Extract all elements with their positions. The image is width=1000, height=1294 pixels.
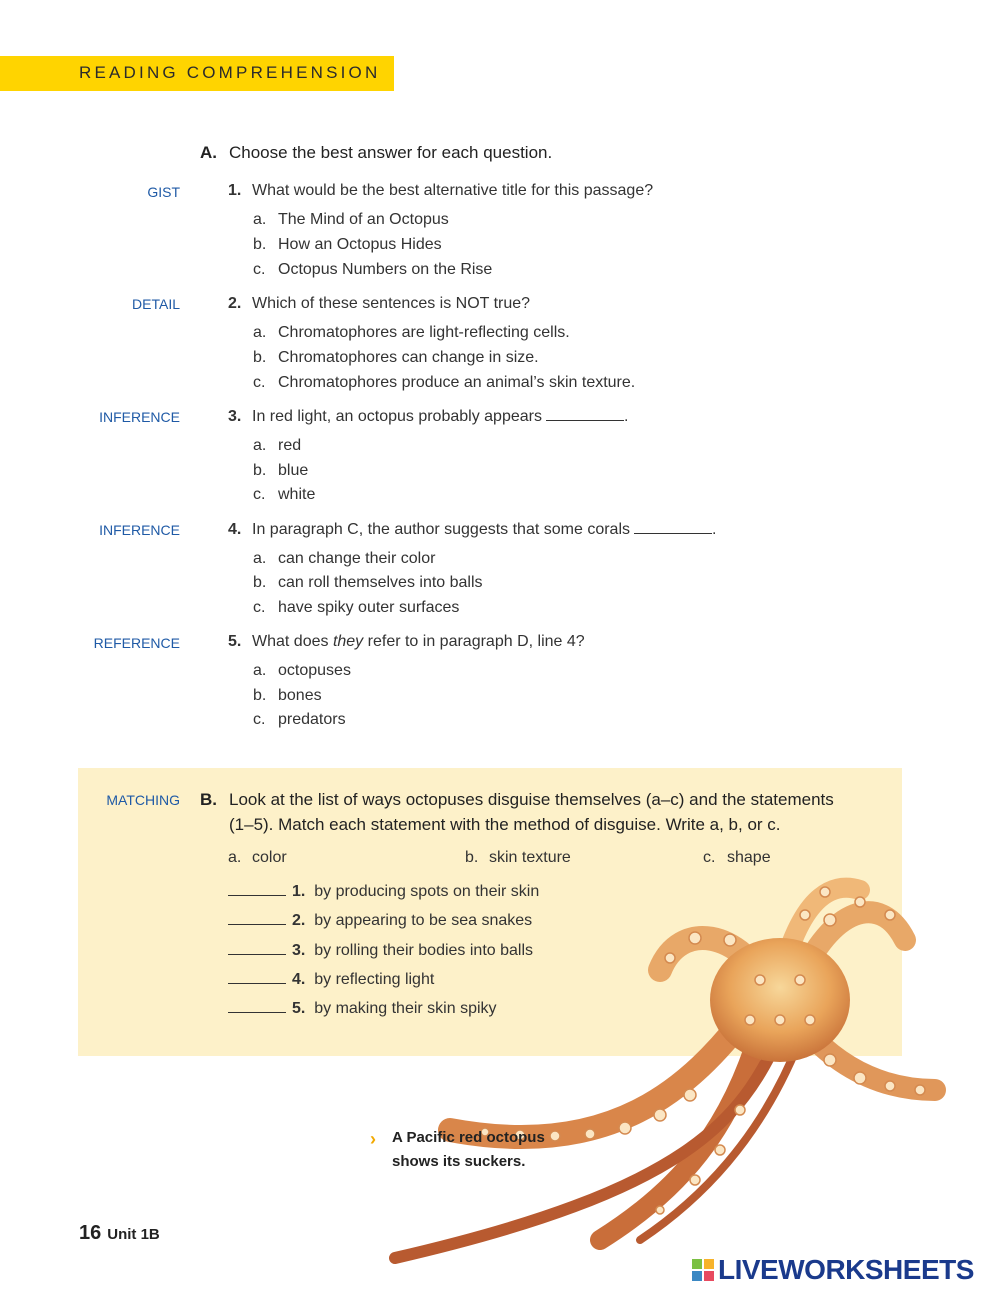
option-letter[interactable]: c. — [253, 599, 266, 616]
option-letter[interactable]: c. — [253, 261, 266, 278]
statement-row — [228, 942, 533, 960]
statement-number: 4. — [292, 971, 306, 988]
option-text[interactable]: blue — [278, 462, 309, 479]
method-text: shape — [727, 849, 771, 866]
statement-number: 3. — [292, 942, 306, 959]
statement-number: 1. — [292, 883, 306, 900]
option-text[interactable]: Chromatophores are light-reflecting cells. — [278, 324, 570, 341]
caption-line: A Pacific red octopus — [392, 1129, 545, 1146]
answer-blank[interactable] — [228, 954, 286, 955]
question-text: What would be the best alternative title for this passage? — [252, 182, 654, 199]
octopus-body — [710, 938, 850, 1062]
method-text: skin texture — [489, 849, 571, 866]
brand-name[interactable]: LIVEWORKSHEETS — [718, 1254, 974, 1285]
question-label: INFERENCE — [99, 522, 180, 538]
caption-line: shows its suckers. — [392, 1153, 526, 1170]
statement-text: by reflecting light — [314, 971, 435, 988]
question-label: GIST — [147, 184, 180, 200]
option-text[interactable]: white — [278, 486, 316, 503]
statement-row — [228, 883, 539, 901]
question-emphasis: they — [332, 633, 364, 650]
option-letter[interactable]: c. — [253, 486, 266, 503]
option-text[interactable]: can roll themselves into balls — [278, 574, 483, 591]
option-letter[interactable]: b. — [253, 574, 267, 591]
question-text: In red light, an octopus probably appears — [252, 408, 542, 425]
option-text[interactable]: red — [278, 437, 302, 454]
question-number: 1. — [228, 182, 242, 199]
option-text[interactable]: The Mind of an Octopus — [278, 211, 449, 228]
section-title: READING COMPREHENSION — [79, 63, 381, 82]
method-letter: b. — [465, 849, 479, 866]
statement-row — [228, 1000, 497, 1018]
answer-blank[interactable] — [546, 420, 624, 421]
page-number: 16 — [79, 1222, 102, 1244]
question-number: 4. — [228, 521, 242, 538]
question-text: What does — [252, 633, 329, 650]
question-label: REFERENCE — [93, 635, 180, 651]
page-footer — [79, 1222, 160, 1245]
section-a-letter: A. — [200, 143, 217, 162]
question-text-row — [252, 521, 716, 539]
unit-label: Unit 1B — [107, 1226, 160, 1243]
statement-number: 5. — [292, 1000, 306, 1017]
option-letter[interactable]: c. — [253, 374, 266, 391]
question-text: Which of these sentences is NOT true? — [252, 295, 531, 312]
question-text-row — [252, 633, 585, 651]
matching-label: MATCHING — [106, 792, 180, 808]
option-letter[interactable]: a. — [253, 550, 267, 567]
octopus-arm — [450, 1010, 750, 1137]
question-text: refer to in paragraph D, line 4? — [367, 633, 585, 650]
option-letter[interactable]: b. — [253, 349, 267, 366]
option-text[interactable]: can change their color — [278, 550, 436, 567]
answer-blank[interactable] — [228, 983, 286, 984]
option-text[interactable]: octopuses — [278, 662, 351, 679]
option-text[interactable]: have spiky outer surfaces — [278, 599, 460, 616]
option-letter[interactable]: a. — [253, 211, 267, 228]
statement-text: by producing spots on their skin — [314, 883, 540, 900]
option-letter[interactable]: b. — [253, 462, 267, 479]
answer-blank[interactable] — [228, 924, 286, 925]
statement-row — [228, 971, 434, 989]
caption-chevron-icon: › — [370, 1129, 376, 1149]
answer-blank[interactable] — [634, 533, 712, 534]
question-number: 3. — [228, 408, 242, 425]
statement-text: by making their skin spiky — [314, 1000, 497, 1017]
section-b-instruction-line1: Look at the list of ways octopuses disguise themselves (a–c) and the statements — [229, 790, 834, 809]
question-suffix: . — [623, 408, 629, 425]
statement-number: 2. — [292, 912, 306, 929]
option-letter[interactable]: c. — [253, 711, 266, 728]
question-label: DETAIL — [132, 296, 180, 312]
method-text: color — [252, 849, 287, 866]
statement-text: by rolling their bodies into balls — [314, 942, 534, 959]
answer-blank[interactable] — [228, 895, 286, 896]
option-text[interactable]: How an Octopus Hides — [278, 236, 442, 253]
option-text[interactable]: Chromatophores can change in size. — [278, 349, 539, 366]
option-letter[interactable]: a. — [253, 324, 267, 341]
section-b-letter: B. — [200, 790, 217, 809]
statement-row — [228, 912, 532, 930]
option-text[interactable]: Chromatophores produce an animal’s skin texture. — [278, 374, 636, 391]
answer-blank[interactable] — [228, 1012, 286, 1013]
option-letter[interactable]: a. — [253, 437, 267, 454]
liveworksheets-logo-icon — [692, 1259, 714, 1281]
method-letter: a. — [228, 849, 242, 866]
section-b-instruction-line2: (1–5). Match each statement with the method of disguise. Write a, b, or c. — [229, 815, 781, 834]
image-caption — [392, 1126, 545, 1174]
option-text[interactable]: predators — [278, 711, 346, 728]
option-text[interactable]: bones — [278, 687, 322, 704]
statement-text: by appearing to be sea snakes — [314, 912, 533, 929]
method-letter: c. — [703, 849, 716, 866]
question-number: 5. — [228, 633, 242, 650]
option-letter[interactable]: b. — [253, 687, 267, 704]
question-label: INFERENCE — [99, 409, 180, 425]
option-text[interactable]: Octopus Numbers on the Rise — [278, 261, 493, 278]
option-letter[interactable]: a. — [253, 662, 267, 679]
question-text-row — [252, 408, 628, 426]
section-a-instruction: Choose the best answer for each question. — [229, 143, 553, 162]
question-text: In paragraph C, the author suggests that some corals — [252, 521, 630, 538]
question-number: 2. — [228, 295, 242, 312]
question-suffix: . — [712, 521, 717, 538]
option-letter[interactable]: b. — [253, 236, 267, 253]
